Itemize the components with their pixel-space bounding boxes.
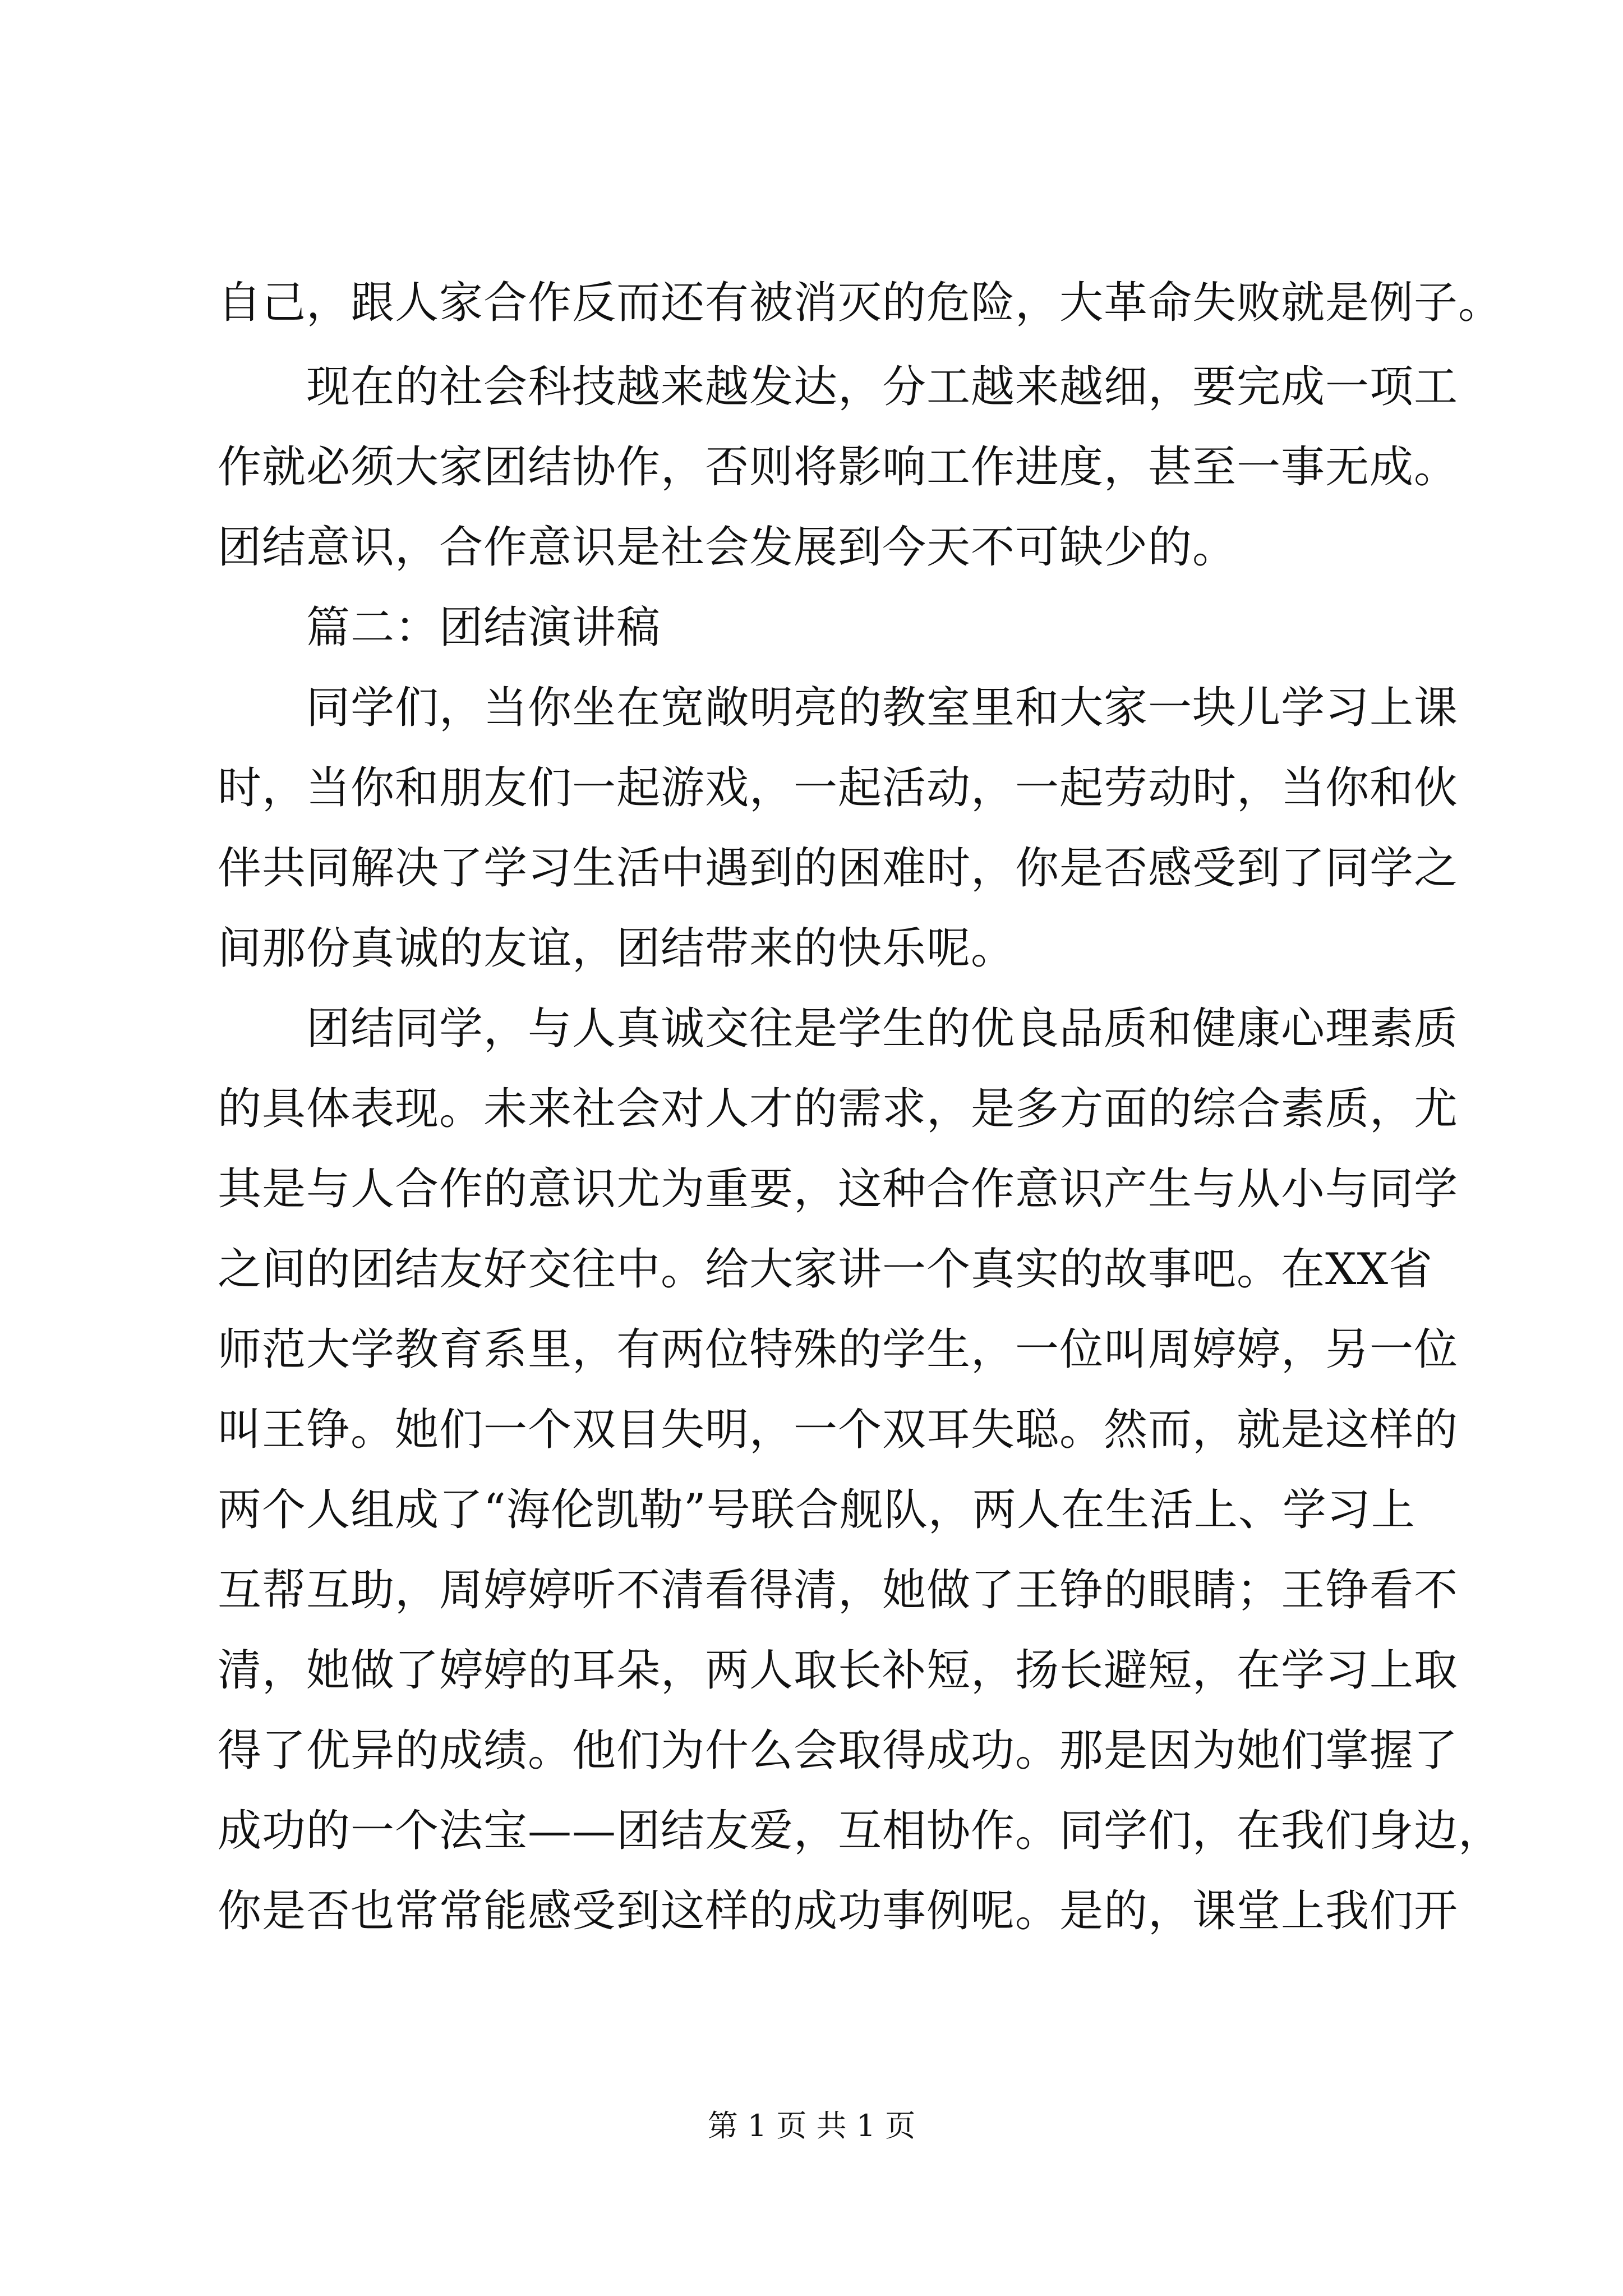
text-line: 团结意识，合作意识是社会发展到今天不可缺少的。 xyxy=(218,522,1237,573)
text-line: 两个人组成了“海伦凯勒”号联合舰队，两人在生活上、学习上 xyxy=(218,1485,1415,1535)
text-line: 叫王铮。她们一个双目失明，一个双耳失聪。然而，就是这样的 xyxy=(218,1405,1459,1455)
paragraph-line: 同学们，当你坐在宽敞明亮的教室里和大家一块儿学习上课 xyxy=(306,683,1459,733)
text-line: 成功的一个法宝——团结友爱，互相协作。同学们，在我们身边， xyxy=(218,1806,1503,1856)
paragraph-line: 现在的社会科技越来越发达，分工越来越细，要完成一项工 xyxy=(306,362,1459,412)
text-line: 互帮互助，周婷婷听不清看得清，她做了王铮的眼睛；王铮看不 xyxy=(218,1565,1459,1616)
text-line: 时，当你和朋友们一起游戏，一起活动，一起劳动时，当你和伙 xyxy=(218,763,1459,813)
text-line: 师范大学教育系里，有两位特殊的学生，一位叫周婷婷，另一位 xyxy=(218,1324,1459,1375)
text-line: 的具体表现。未来社会对人才的需求，是多方面的综合素质，尤 xyxy=(218,1084,1459,1134)
text-line: 间那份真诚的友谊，团结带来的快乐呢。 xyxy=(218,923,1016,974)
text-line: 自己，跟人家合作反而还有被消灭的危险，大革命失败就是例子。 xyxy=(218,278,1503,328)
text-line: 伴共同解决了学习生活中遇到的困难时，你是否感受到了同学之 xyxy=(218,843,1459,894)
text-line: 之间的团结友好交往中。给大家讲一个真实的故事吧。在XX省 xyxy=(218,1244,1433,1295)
text-line: 你是否也常常能感受到这样的成功事例呢。是的，课堂上我们开 xyxy=(218,1886,1459,1936)
text-line: 作就必须大家团结协作，否则将影响工作进度，甚至一事无成。 xyxy=(218,442,1459,493)
text-line: 清，她做了婷婷的耳朵，两人取长补短，扬长避短，在学习上取 xyxy=(218,1645,1459,1696)
text-line: 得了优异的成绩。他们为什么会取得成功。那是因为她们掌握了 xyxy=(218,1726,1459,1776)
section-heading: 篇二：团结演讲稿 xyxy=(306,602,661,653)
paragraph-line: 团结同学，与人真诚交往是学生的优良品质和健康心理素质 xyxy=(306,1004,1459,1054)
page-number-footer: 第 1 页 共 1 页 xyxy=(707,2108,916,2143)
text-line: 其是与人合作的意识尤为重要，这种合作意识产生与从小与同学 xyxy=(218,1164,1459,1214)
